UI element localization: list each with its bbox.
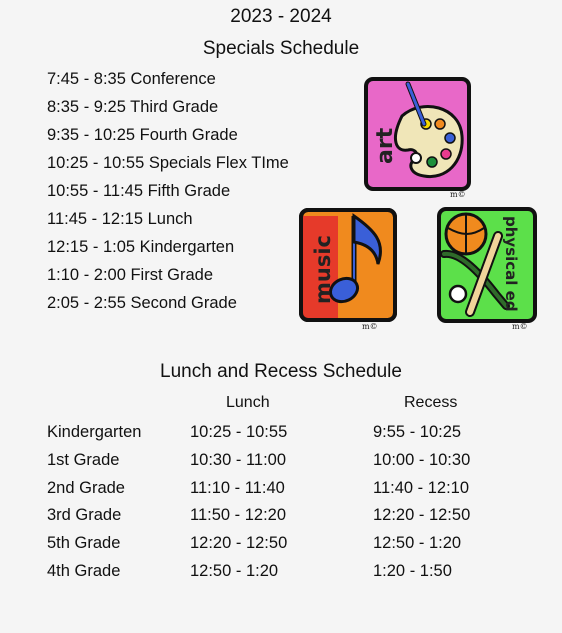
table-row: [0, 532, 562, 558]
school-year-title: 2023 - 2024: [230, 6, 332, 27]
physical-ed-label: physical ed: [502, 216, 520, 312]
specials-schedule-title: Specials Schedule: [202, 38, 360, 59]
table-row: [0, 449, 562, 475]
table-row: [0, 421, 562, 447]
specials-item: 11:45 - 12:15 Lunch: [47, 210, 193, 228]
artist-signature: m©: [512, 322, 528, 331]
lunch-time-cell: 12:50 - 1:20: [190, 562, 279, 580]
grade-cell: 1st Grade: [47, 451, 120, 469]
recess-time-cell: 12:50 - 1:20: [373, 534, 462, 552]
specials-item: 9:35 - 10:25 Fourth Grade: [47, 126, 238, 144]
recess-time-cell: 9:55 - 10:25: [373, 423, 462, 441]
recess-time-cell: 12:20 - 12:50: [373, 506, 471, 524]
lunch-time-cell: 11:10 - 11:40: [190, 479, 285, 497]
music-note-icon: [298, 206, 400, 332]
specials-item: 10:55 - 11:45 Fifth Grade: [47, 182, 231, 200]
specials-item: 12:15 - 1:05 Kindergarten: [47, 238, 235, 256]
table-row: [0, 560, 562, 586]
lunch-time-cell: 12:20 - 12:50: [190, 534, 288, 552]
recess-time-cell: 1:20 - 1:50: [373, 562, 452, 580]
specials-item: 8:35 - 9:25 Third Grade: [47, 98, 219, 116]
specials-item: 10:25 - 10:55 Specials Flex TIme: [47, 154, 289, 172]
lunch-recess-title: Lunch and Recess Schedule: [160, 361, 402, 382]
lunch-time-cell: 10:30 - 11:00: [190, 451, 287, 469]
physical-ed-icon: [436, 206, 540, 332]
artist-signature: m©: [450, 190, 466, 199]
specials-item: 1:10 - 2:00 First Grade: [47, 266, 213, 284]
grade-cell: 4th Grade: [47, 562, 121, 580]
grade-cell: 5th Grade: [47, 534, 121, 552]
lunch-time-cell: 10:25 - 10:55: [190, 423, 288, 441]
recess-time-cell: 10:00 - 10:30: [373, 451, 471, 469]
specials-schedule-list: [47, 68, 289, 320]
recess-column-header: Recess: [404, 394, 458, 411]
table-row: [0, 477, 562, 503]
grade-cell: 2nd Grade: [47, 479, 125, 497]
art-label: art: [373, 127, 398, 164]
specials-item: 2:05 - 2:55 Second Grade: [47, 294, 237, 312]
specials-item: 7:45 - 8:35 Conference: [47, 70, 216, 88]
grade-cell: Kindergarten: [47, 423, 142, 441]
artist-signature: m©: [362, 322, 378, 331]
recess-time-cell: 11:40 - 12:10: [373, 479, 470, 497]
art-palette-icon: [362, 76, 474, 200]
table-row: [0, 504, 562, 530]
music-label: music: [311, 235, 335, 304]
lunch-time-cell: 11:50 - 12:20: [190, 506, 287, 524]
lunch-column-header: Lunch: [226, 394, 270, 411]
grade-cell: 3rd Grade: [47, 506, 122, 524]
